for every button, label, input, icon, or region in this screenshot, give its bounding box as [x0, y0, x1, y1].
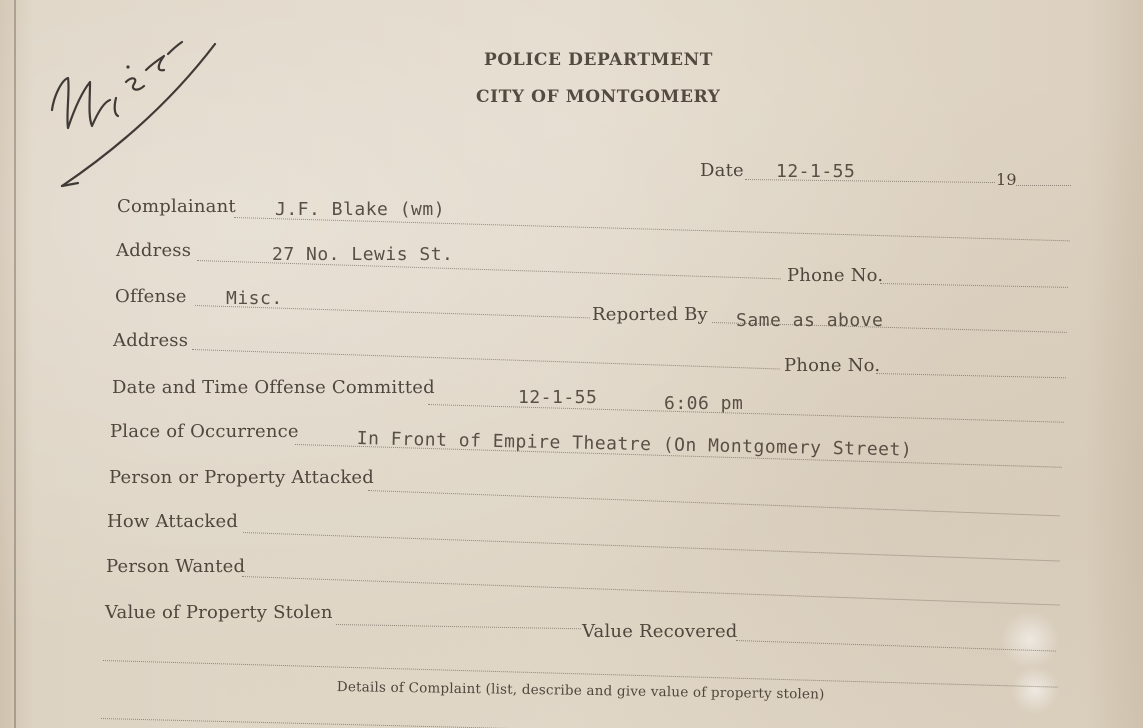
value-stolen-label: Value of Property Stolen — [105, 602, 333, 623]
address-line-2 — [192, 349, 780, 369]
complainant-label: Complainant — [117, 196, 236, 217]
date-label: Date — [700, 160, 744, 181]
phone-line — [880, 283, 1068, 288]
person-wanted-label: Person Wanted — [106, 556, 246, 577]
address-label: Address — [116, 240, 192, 261]
complainant-line — [234, 217, 1070, 241]
offense-time-value: 6:06 pm — [664, 393, 744, 414]
handwritten-misc-notation — [40, 20, 240, 200]
date-time-label: Date and Time Offense Committed — [112, 377, 435, 398]
offense-label: Offense — [115, 286, 187, 307]
place-value: In Front of Empire Theatre (On Montgomery Street) — [356, 428, 913, 461]
phone-label-2: Phone No. — [784, 355, 881, 376]
paper-stain — [1010, 665, 1060, 715]
city-title: CITY OF MONTGOMERY — [476, 87, 721, 107]
department-title: POLICE DEPARTMENT — [484, 50, 713, 70]
how-attacked-line — [243, 532, 1060, 562]
year-line — [1016, 185, 1071, 186]
reported-by-value: Same as above — [736, 310, 884, 331]
person-wanted-line — [242, 576, 1060, 606]
offense-value: Misc. — [226, 288, 283, 309]
details-line — [101, 718, 1056, 728]
phone-line-2 — [876, 373, 1066, 378]
offense-date-value: 12-1-55 — [518, 387, 598, 408]
paper-stain — [1000, 610, 1060, 670]
person-property-label: Person or Property Attacked — [109, 467, 375, 488]
address-value: 27 No. Lewis St. — [272, 244, 454, 265]
person-property-line — [368, 490, 1060, 516]
date-value: 12-1-55 — [776, 161, 856, 182]
value-recovered-label: Value Recovered — [582, 621, 738, 642]
address-label-2: Address — [113, 330, 189, 351]
phone-label: Phone No. — [787, 265, 884, 286]
complainant-value: J.F. Blake (wm) — [275, 199, 446, 220]
paper-edge — [14, 0, 16, 728]
year-prefix: 19 — [996, 170, 1017, 189]
place-label: Place of Occurrence — [110, 421, 299, 442]
value-stolen-line — [336, 624, 581, 629]
how-attacked-label: How Attacked — [107, 511, 239, 532]
reported-by-label: Reported By — [592, 304, 708, 325]
details-label: Details of Complaint (list, describe and give value of property stolen) — [336, 679, 825, 703]
